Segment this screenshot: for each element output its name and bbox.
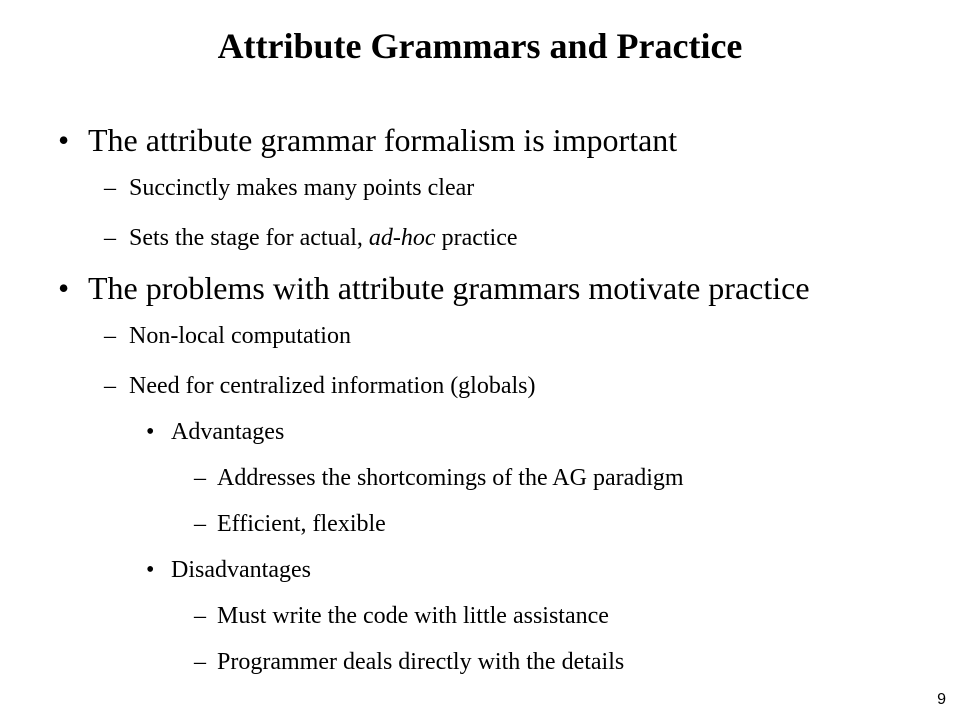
advantage-addresses bbox=[194, 462, 684, 494]
bullet-text: The attribute grammar formalism is important bbox=[88, 122, 678, 158]
bullet-marker: • bbox=[146, 419, 155, 445]
bullet-text: Disadvantages bbox=[171, 557, 311, 583]
bullet-advantages bbox=[146, 416, 284, 448]
disadvantage-details bbox=[194, 646, 624, 678]
bullet-formalism bbox=[58, 120, 677, 160]
dash-marker: – bbox=[104, 373, 116, 399]
sub-bullet-text: Succinctly makes many points clear bbox=[129, 175, 475, 201]
bullet-marker: • bbox=[58, 270, 70, 306]
sub-bullet-nonlocal bbox=[104, 320, 351, 352]
slide-title: Attribute Grammars and Practice bbox=[217, 26, 743, 66]
bullet-problems bbox=[58, 268, 810, 308]
disadvantage-text: Must write the code with little assistance bbox=[217, 603, 609, 629]
dash-marker: – bbox=[104, 225, 116, 251]
sub-bullet-centralized bbox=[104, 370, 536, 402]
sub-bullet-text: Non-local computation bbox=[129, 323, 351, 349]
dash-marker: – bbox=[104, 175, 116, 201]
advantage-efficient bbox=[194, 508, 386, 540]
disadvantage-text: Programmer deals directly with the details bbox=[217, 649, 625, 675]
bullet-text: The problems with attribute grammars motivate practice bbox=[88, 270, 810, 306]
bullet-text: Advantages bbox=[171, 419, 285, 445]
bullet-disadvantages bbox=[146, 554, 311, 586]
dash-marker: – bbox=[194, 603, 206, 629]
dash-marker: – bbox=[194, 511, 206, 537]
bullet-marker: • bbox=[58, 122, 70, 158]
sub-bullet-text-italic: ad-hoc bbox=[368, 225, 436, 251]
bullet-marker: • bbox=[146, 557, 155, 583]
advantage-text: Efficient, flexible bbox=[217, 511, 386, 537]
advantage-text: Addresses the shortcomings of the AG paradigm bbox=[217, 465, 684, 491]
dash-marker: – bbox=[194, 649, 206, 675]
sub-bullet-text-after: practice bbox=[435, 225, 518, 251]
dash-marker: – bbox=[194, 465, 206, 491]
sub-bullet-text: Need for centralized information (globals) bbox=[129, 373, 536, 399]
sub-bullet-stage bbox=[104, 222, 518, 254]
sub-bullet-succinct bbox=[104, 172, 474, 204]
disadvantage-must-write bbox=[194, 600, 609, 632]
dash-marker: – bbox=[104, 323, 116, 349]
sub-bullet-text-before: Sets the stage for actual, bbox=[129, 225, 369, 251]
page-number: 9 bbox=[937, 691, 946, 708]
